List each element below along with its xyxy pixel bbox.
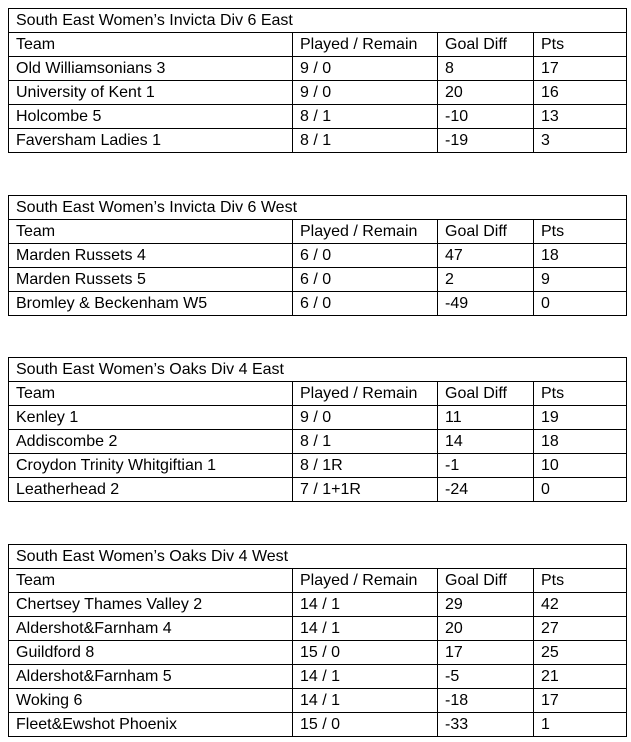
table-title: South East Women’s Oaks Div 4 West <box>9 545 627 569</box>
pts-cell: 1 <box>534 713 627 737</box>
team-cell: Croydon Trinity Whitgiftian 1 <box>9 454 293 478</box>
pts-cell: 9 <box>534 268 627 292</box>
pts-cell: 18 <box>534 244 627 268</box>
pts-cell: 0 <box>534 478 627 502</box>
team-cell: Bromley & Beckenham W5 <box>9 292 293 316</box>
header-goal-diff: Goal Diff <box>438 220 534 244</box>
table-title: South East Women’s Invicta Div 6 West <box>9 196 627 220</box>
header-goal-diff: Goal Diff <box>438 569 534 593</box>
table-row <box>9 713 627 737</box>
goal-diff-cell: -33 <box>438 713 534 737</box>
goal-diff-cell: -1 <box>438 454 534 478</box>
goal-diff-cell: 20 <box>438 81 534 105</box>
header-goal-diff: Goal Diff <box>438 382 534 406</box>
header-goal-diff: Goal Diff <box>438 33 534 57</box>
goal-diff-cell: 8 <box>438 57 534 81</box>
table-row <box>9 478 627 502</box>
table-row <box>9 689 627 713</box>
header-played-remain: Played / Remain <box>293 33 438 57</box>
goal-diff-cell: 47 <box>438 244 534 268</box>
team-cell: Marden Russets 4 <box>9 244 293 268</box>
table-title: South East Women’s Invicta Div 6 East <box>9 9 627 33</box>
header-row <box>9 382 627 406</box>
pts-cell: 16 <box>534 81 627 105</box>
table-row <box>9 406 627 430</box>
header-row <box>9 33 627 57</box>
header-played-remain: Played / Remain <box>293 569 438 593</box>
header-pts: Pts <box>534 569 627 593</box>
league-table <box>8 195 627 316</box>
table-row <box>9 105 627 129</box>
league-table <box>8 8 627 153</box>
pts-cell: 3 <box>534 129 627 153</box>
pts-cell: 17 <box>534 689 627 713</box>
table-row <box>9 617 627 641</box>
played-remain-cell: 8 / 1R <box>293 454 438 478</box>
pts-cell: 21 <box>534 665 627 689</box>
goal-diff-cell: -18 <box>438 689 534 713</box>
table-row <box>9 665 627 689</box>
goal-diff-cell: 11 <box>438 406 534 430</box>
played-remain-cell: 6 / 0 <box>293 244 438 268</box>
played-remain-cell: 14 / 1 <box>293 665 438 689</box>
played-remain-cell: 14 / 1 <box>293 617 438 641</box>
header-played-remain: Played / Remain <box>293 382 438 406</box>
header-pts: Pts <box>534 220 627 244</box>
table-row <box>9 641 627 665</box>
table-row <box>9 268 627 292</box>
goal-diff-cell: -5 <box>438 665 534 689</box>
played-remain-cell: 9 / 0 <box>293 57 438 81</box>
team-cell: Fleet&Ewshot Phoenix <box>9 713 293 737</box>
team-cell: Kenley 1 <box>9 406 293 430</box>
goal-diff-cell: -24 <box>438 478 534 502</box>
team-cell: Holcombe 5 <box>9 105 293 129</box>
header-row <box>9 569 627 593</box>
played-remain-cell: 9 / 0 <box>293 406 438 430</box>
header-pts: Pts <box>534 33 627 57</box>
header-team: Team <box>9 33 293 57</box>
header-team: Team <box>9 220 293 244</box>
goal-diff-cell: -19 <box>438 129 534 153</box>
table-row <box>9 129 627 153</box>
league-table <box>8 357 627 502</box>
pts-cell: 18 <box>534 430 627 454</box>
table-title: South East Women’s Oaks Div 4 East <box>9 358 627 382</box>
team-cell: University of Kent 1 <box>9 81 293 105</box>
played-remain-cell: 8 / 1 <box>293 105 438 129</box>
table-row <box>9 593 627 617</box>
team-cell: Woking 6 <box>9 689 293 713</box>
header-row <box>9 220 627 244</box>
pts-cell: 0 <box>534 292 627 316</box>
header-team: Team <box>9 569 293 593</box>
played-remain-cell: 15 / 0 <box>293 641 438 665</box>
pts-cell: 42 <box>534 593 627 617</box>
played-remain-cell: 15 / 0 <box>293 713 438 737</box>
table-row <box>9 454 627 478</box>
team-cell: Marden Russets 5 <box>9 268 293 292</box>
pts-cell: 27 <box>534 617 627 641</box>
goal-diff-cell: 2 <box>438 268 534 292</box>
played-remain-cell: 6 / 0 <box>293 292 438 316</box>
played-remain-cell: 14 / 1 <box>293 593 438 617</box>
goal-diff-cell: 20 <box>438 617 534 641</box>
table-row <box>9 81 627 105</box>
header-pts: Pts <box>534 382 627 406</box>
team-cell: Aldershot&Farnham 5 <box>9 665 293 689</box>
goal-diff-cell: -49 <box>438 292 534 316</box>
header-team: Team <box>9 382 293 406</box>
pts-cell: 10 <box>534 454 627 478</box>
pts-cell: 13 <box>534 105 627 129</box>
team-cell: Leatherhead 2 <box>9 478 293 502</box>
played-remain-cell: 9 / 0 <box>293 81 438 105</box>
played-remain-cell: 8 / 1 <box>293 430 438 454</box>
pts-cell: 17 <box>534 57 627 81</box>
table-row <box>9 244 627 268</box>
goal-diff-cell: 17 <box>438 641 534 665</box>
played-remain-cell: 6 / 0 <box>293 268 438 292</box>
team-cell: Chertsey Thames Valley 2 <box>9 593 293 617</box>
team-cell: Old Williamsonians 3 <box>9 57 293 81</box>
table-row <box>9 430 627 454</box>
team-cell: Guildford 8 <box>9 641 293 665</box>
team-cell: Addiscombe 2 <box>9 430 293 454</box>
league-table <box>8 544 627 737</box>
header-played-remain: Played / Remain <box>293 220 438 244</box>
goal-diff-cell: -10 <box>438 105 534 129</box>
table-row <box>9 57 627 81</box>
team-cell: Aldershot&Farnham 4 <box>9 617 293 641</box>
goal-diff-cell: 14 <box>438 430 534 454</box>
played-remain-cell: 7 / 1+1R <box>293 478 438 502</box>
played-remain-cell: 8 / 1 <box>293 129 438 153</box>
team-cell: Faversham Ladies 1 <box>9 129 293 153</box>
pts-cell: 25 <box>534 641 627 665</box>
goal-diff-cell: 29 <box>438 593 534 617</box>
pts-cell: 19 <box>534 406 627 430</box>
table-row <box>9 292 627 316</box>
played-remain-cell: 14 / 1 <box>293 689 438 713</box>
